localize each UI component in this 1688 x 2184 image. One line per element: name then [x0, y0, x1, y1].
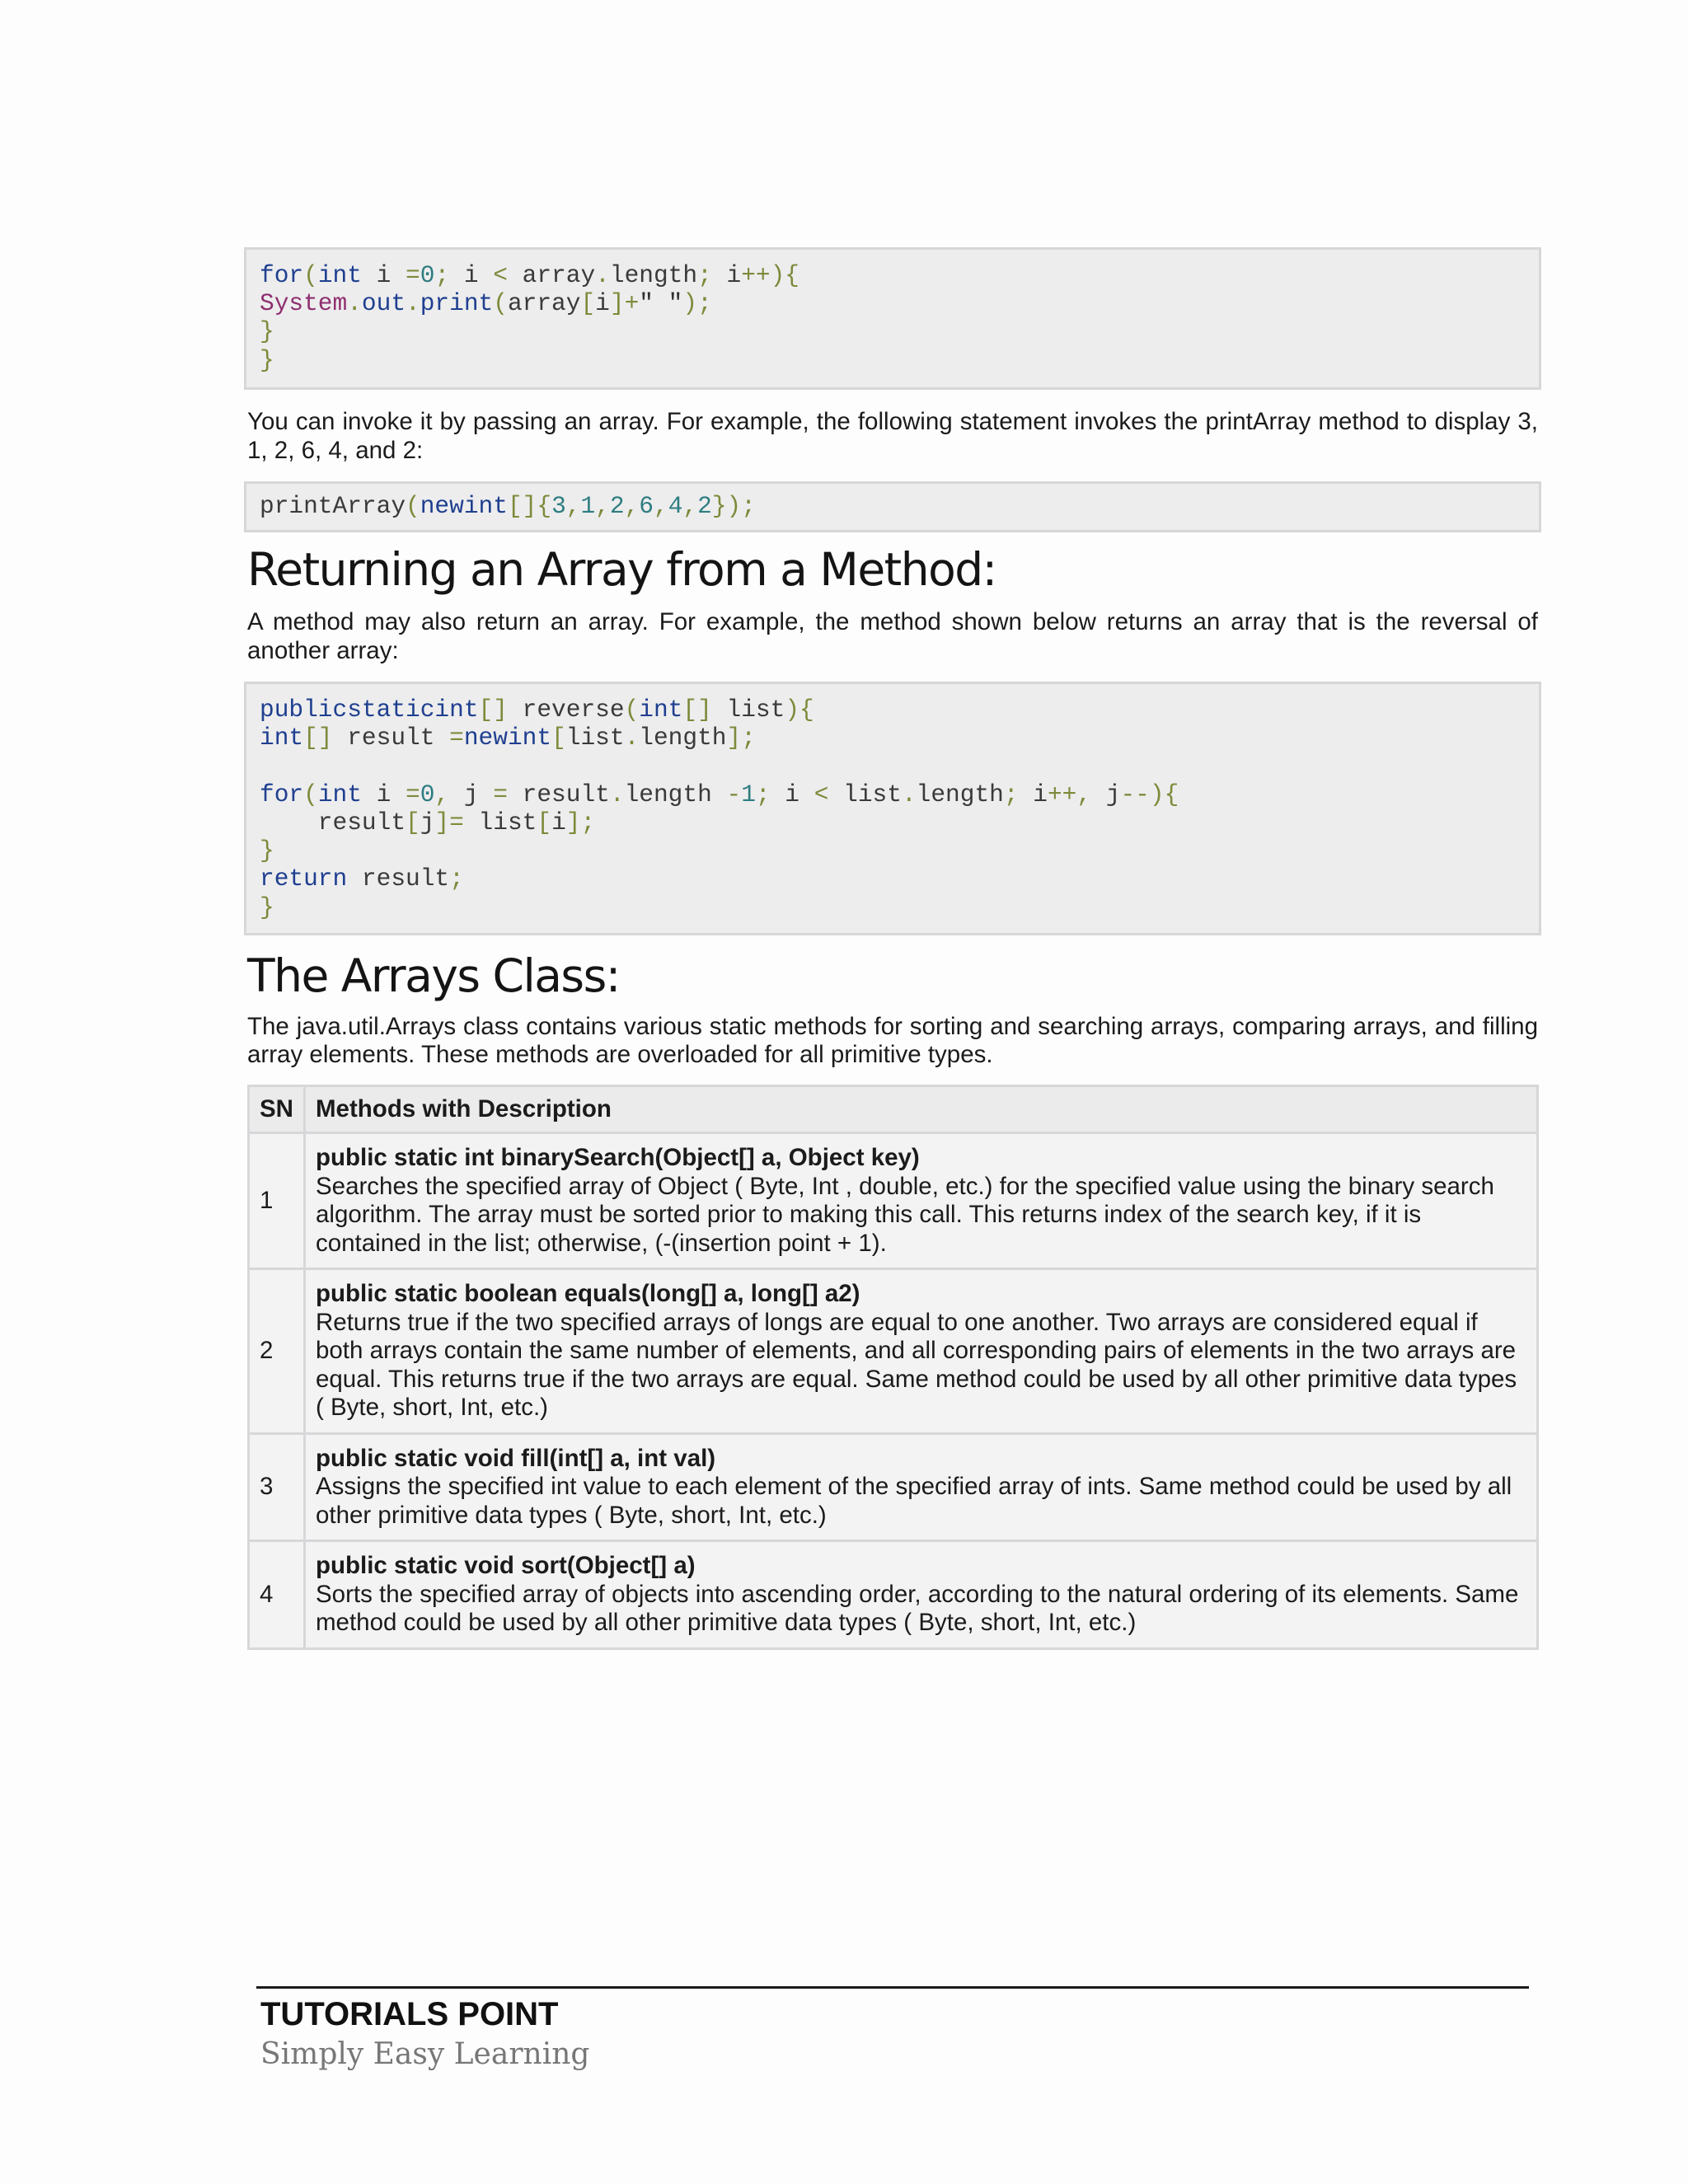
code-token: i: [711, 261, 742, 289]
code-line: [260, 261, 1526, 289]
code-token: ,: [595, 492, 610, 520]
method-signature: public static int binarySearch(Object[] a, Object key): [315, 1144, 920, 1172]
code-token: int: [639, 696, 683, 724]
code-token: []: [682, 696, 712, 724]
code-token: list: [711, 696, 785, 724]
heading-arrays-class: The Arrays Class:: [247, 949, 620, 1002]
footer-tagline: Simply Easy Learning: [260, 2037, 590, 2071]
code-token: ]+: [609, 289, 640, 318]
code-line: [260, 808, 1526, 837]
method-signature: public static boolean equals(long[] a, long[] a2): [315, 1280, 860, 1308]
code-token: publicstaticint: [260, 696, 479, 724]
code-token: -: [726, 780, 742, 808]
code-line: }: [260, 345, 274, 374]
code-token: ++){: [741, 261, 800, 289]
code-token: ]=: [434, 808, 464, 837]
paragraph-arrays-class: The java.util.Arrays class contains various static methods for sorting and searching arrays, comparing arrays, and filling array elements. These methods are overloaded for all primitive types.: [247, 1012, 1538, 1069]
method-cell: [304, 1433, 1537, 1541]
code-token: 2: [609, 492, 625, 520]
code-token: 6: [639, 492, 654, 520]
code-token: result: [347, 865, 450, 893]
code-token: );: [682, 289, 712, 318]
row-number: 4: [249, 1541, 305, 1649]
code-token: .: [624, 724, 640, 752]
code-token: list: [463, 808, 537, 837]
code-line: [260, 289, 1526, 317]
code-token: ){: [785, 696, 814, 724]
code-token: [: [537, 808, 552, 837]
method-description: Sorts the specified array of objects into ascending order, according to the natural ordering of its elements. Same method could be used by all other primitive data types ( Byte, short, Int, etc.): [315, 1580, 1519, 1637]
code-token: j: [420, 808, 435, 837]
code-token: .: [901, 780, 917, 808]
code-token: ;: [449, 865, 464, 893]
code-token: 1: [741, 780, 756, 808]
code-token: .: [609, 780, 625, 808]
code-block-reverse: [244, 682, 1541, 935]
code-token: result: [507, 780, 610, 808]
row-number: 2: [249, 1269, 305, 1434]
code-token: list: [828, 780, 902, 808]
code-token: []{: [507, 492, 552, 520]
heading-returning-array: Returning an Array from a Method:: [247, 543, 996, 597]
code-token: out: [361, 289, 406, 318]
code-token: <: [814, 780, 829, 808]
code-line: }: [260, 837, 274, 865]
code-token: });: [711, 492, 756, 520]
paragraph-return-array: A method may also return an array. For example, the method shown below returns an array that is the reversal of another array:: [247, 608, 1538, 664]
code-token: i: [595, 289, 610, 318]
table-header-row: [249, 1085, 1538, 1133]
code-token: 1: [580, 492, 596, 520]
code-token: printArray: [260, 492, 406, 520]
code-token: ,: [653, 492, 668, 520]
code-token: i: [551, 808, 566, 837]
code-token: ,: [434, 780, 450, 808]
code-block-print-call: [244, 481, 1541, 532]
code-token: result: [332, 724, 450, 752]
code-token: int: [260, 724, 304, 752]
method-cell: [304, 1269, 1537, 1434]
code-token: ,: [565, 492, 581, 520]
code-token: =: [449, 724, 464, 752]
code-token: (: [624, 696, 640, 724]
code-token: []: [303, 724, 333, 752]
column-header-methods: Methods with Description: [304, 1085, 1537, 1133]
code-token: length: [916, 780, 1004, 808]
code-token: (: [493, 289, 508, 318]
code-token: print: [420, 289, 494, 318]
code-token: =: [406, 780, 420, 808]
code-token: (: [406, 492, 420, 520]
code-token: []: [478, 696, 508, 724]
code-line: }: [260, 893, 274, 921]
code-line: [260, 780, 1526, 808]
code-token: =: [493, 780, 508, 808]
code-token: i: [361, 780, 406, 808]
code-line: [260, 724, 1526, 752]
code-token: length: [609, 261, 698, 289]
code-token: [: [551, 724, 566, 752]
code-token: ,: [682, 492, 698, 520]
method-signature: public static void fill(int[] a, int val): [315, 1444, 716, 1472]
table-row: [249, 1269, 1538, 1434]
code-line: [260, 492, 1526, 520]
code-token: ;: [697, 261, 712, 289]
method-description: Assigns the specified int value to each element of the specified array of ints. Same method could be used by all other primitive data types ( Byte, short, Int, etc.): [315, 1473, 1512, 1529]
code-token: " ": [639, 289, 683, 318]
page-content: [244, 247, 1541, 1650]
code-token: ;: [755, 780, 771, 808]
table-row: [249, 1541, 1538, 1649]
code-token: array: [507, 289, 581, 318]
code-token: array: [507, 261, 596, 289]
code-token: for: [260, 780, 304, 808]
code-token: .: [595, 261, 610, 289]
method-description: Returns true if the two specified arrays of longs are equal to one another. Two arrays are considered equal if both arrays contain the same number of elements, and all corresponding pairs of elements in the two arrays are equal. This returns true if the two arrays are equal. Same method could be used by all other primitive data types ( Byte, short, Int, etc.): [315, 1308, 1517, 1422]
code-token: [: [406, 808, 420, 837]
code-token: length: [639, 724, 727, 752]
code-token: ,: [624, 492, 640, 520]
code-token: int: [317, 261, 362, 289]
code-token: i: [361, 261, 406, 289]
code-token: System: [260, 289, 348, 318]
code-token: .: [406, 289, 420, 318]
code-token: ;: [1003, 780, 1019, 808]
code-token: .: [347, 289, 362, 318]
code-block-print-loop: [244, 247, 1541, 390]
code-token: [: [580, 289, 596, 318]
code-token: i: [770, 780, 814, 808]
code-token: 0: [420, 780, 435, 808]
footer-brand: TUTORIALS POINT: [260, 1996, 559, 2032]
code-token: <: [493, 261, 508, 289]
code-token: =: [406, 261, 420, 289]
code-token: 0: [420, 261, 435, 289]
code-token: newint: [463, 724, 552, 752]
code-token: list: [565, 724, 625, 752]
code-token: i: [1018, 780, 1048, 808]
code-token: 4: [668, 492, 683, 520]
code-token: ++,: [1047, 780, 1092, 808]
method-cell: [304, 1133, 1537, 1269]
paragraph-invoke: You can invoke it by passing an array. For example, the following statement invokes the printArray method to display 3, 1, 2, 6, 4, and 2:: [247, 408, 1538, 464]
code-token: newint: [420, 492, 508, 520]
column-header-sn: SN: [249, 1085, 305, 1133]
code-token: j: [449, 780, 494, 808]
method-description: Searches the specified array of Object ( Byte, Int , double, etc.) for the specified value using the binary search algorithm. The array must be sorted prior to making this call. This returns index of the search key, if it is contained in the list; otherwise, (-(insertion point + 1).: [315, 1172, 1494, 1257]
code-line-blank: [260, 752, 1526, 780]
code-token: length: [624, 780, 727, 808]
code-token: ;: [434, 261, 450, 289]
code-token: int: [317, 780, 362, 808]
code-token: (: [303, 780, 318, 808]
code-line: [260, 696, 1526, 724]
code-line: }: [260, 317, 274, 346]
code-token: (: [303, 261, 318, 289]
methods-table: [247, 1085, 1539, 1650]
code-token: reverse: [507, 696, 625, 724]
row-number: 3: [249, 1433, 305, 1541]
footer-divider: [256, 1986, 1529, 1989]
table-row: [249, 1433, 1538, 1541]
row-number: 1: [249, 1133, 305, 1269]
method-signature: public static void sort(Object[] a): [315, 1552, 696, 1580]
code-token: result: [260, 808, 406, 837]
code-token: for: [260, 261, 304, 289]
code-token: 3: [551, 492, 566, 520]
code-line: [260, 865, 1526, 893]
code-token: ];: [565, 808, 596, 837]
method-cell: [304, 1541, 1537, 1649]
code-token: j: [1091, 780, 1121, 808]
code-token: ];: [726, 724, 756, 752]
code-token: i: [449, 261, 494, 289]
table-row: [249, 1133, 1538, 1269]
code-token: 2: [697, 492, 712, 520]
code-token: --){: [1120, 780, 1179, 808]
code-token: return: [260, 865, 348, 893]
